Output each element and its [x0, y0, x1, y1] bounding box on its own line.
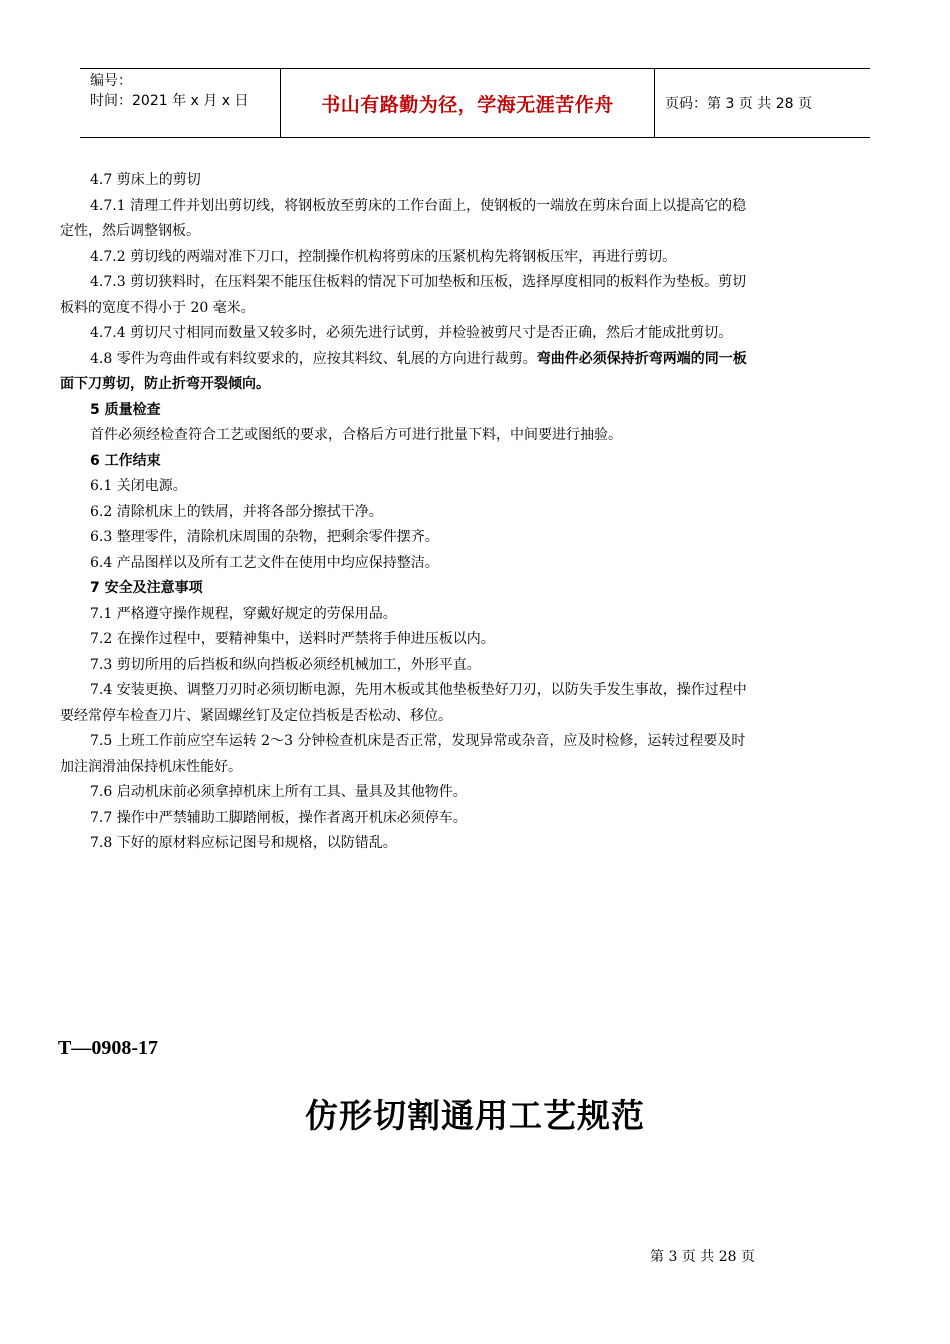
section-7-8: 7.8 下好的原材料应标记图号和规格，以防错乱。: [90, 835, 397, 851]
section-7-3: 7.3 剪切所用的后挡板和纵向挡板必须经机械加工，外形平直。: [90, 656, 481, 673]
section-4-7-4: 4.7.4 剪切尺寸相同而数量又较多时，必须先进行试剪，并检验被剪尺寸是否正确，然后才能成批剪切。: [90, 325, 733, 341]
section-7-1: 7.1 严格遵守操作规程，穿戴好规定的劳保用品。: [90, 605, 397, 622]
document-body: [60, 168, 890, 857]
section-5-heading: 5 质量检查: [90, 401, 161, 418]
page-header: [80, 68, 870, 138]
header-motto: 书山有路勤为径，学海无涯苦作舟: [281, 69, 655, 137]
section-4-7-3: 4.7.3 剪切狭料时，在压料架不能压住板料的情况下可加垫板和压板，选择厚度相同的板料作为垫板。剪切: [90, 274, 747, 290]
section-7-7: 7.7 操作中严禁辅助工脚踏闸板，操作者离开机床必须停车。: [90, 809, 467, 826]
section-6-3: 6.3 整理零件，清除机床周围的杂物，把剩余零件摆齐。: [90, 529, 439, 545]
document-code: T—0908-17: [58, 1037, 158, 1059]
section-7-2: 7.2 在操作过程中，要精神集中，送料时严禁将手伸进压板以内。: [90, 631, 495, 647]
section-7-4: 7.4 安装更换、调整刀刃时必须切断电源，先用木板或其他垫板垫好刀刃，以防失手发生事故，操作过程中: [90, 682, 747, 698]
section-4-7-2: 4.7.2 剪切线的两端对准下刀口，控制操作机构将剪床的压紧机构先将钢板压牢，再进行剪切。: [90, 248, 677, 265]
page-footer: 第 3 页 共 28 页: [650, 1249, 755, 1265]
section-6-4: 6.4 产品图样以及所有工艺文件在使用中均应保持整洁。: [90, 554, 439, 571]
section-7-5: 7.5 上班工作前应空车运转 2～3 分钟检查机床是否正常，发现异常或杂音，应及时检修，运转过程要及时: [90, 733, 746, 749]
document-title: 仿形切割通用工艺规范: [305, 1096, 645, 1135]
document-number-label: 编号：: [90, 73, 132, 89]
section-4-7-3-cont: 板料的宽度不得小于 20 毫米。: [60, 299, 255, 316]
section-7-4-cont: 要经常停车检查刀片、紧固螺丝钉及定位挡板是否松动、移位。: [60, 707, 452, 724]
section-4-7-1: 4.7.1 清理工件并划出剪切线，将钢板放至剪床的工作台面上，使钢板的一端放在剪床台面上以提高它的稳: [90, 197, 747, 214]
section-4-8-bold: 弯曲件必须保持折弯两端的同一板: [536, 350, 747, 367]
section-7-heading: 7 安全及注意事项: [90, 580, 203, 596]
section-7-6: 7.6 启动机床前必须拿掉机床上所有工具、量具及其他物件。: [90, 784, 467, 800]
section-4-7-heading: 4.7 剪床上的剪切: [90, 172, 201, 188]
section-4-7-1-cont: 定性，然后调整钢板。: [60, 223, 200, 239]
section-4-8: [90, 347, 890, 373]
section-7-5-cont: 加注润滑油保持机床性能好。: [60, 758, 242, 775]
section-4-8-cont: 面下刀剪切，防止折弯开裂倾向。: [60, 376, 270, 392]
section-5-text: 首件必须经检查符合工艺或图纸的要求，合格后方可进行批量下料，中间要进行抽验。: [90, 427, 622, 443]
header-left-cell: [80, 69, 281, 137]
header-page-info: 页码：第 3 页 共 28 页: [665, 96, 812, 112]
section-6-1: 6.1 关闭电源。: [90, 478, 187, 494]
section-6-heading: 6 工作结束: [90, 452, 161, 469]
section-6-2: 6.2 清除机床上的铁屑，并将各部分擦拭干净。: [90, 503, 383, 520]
section-4-8-text: 4.8 零件为弯曲件或有料纹要求的，应按其料纹、轧展的方向进行裁剪。: [90, 350, 537, 367]
document-date: 时间：2021 年 x 月 x 日: [90, 93, 249, 109]
